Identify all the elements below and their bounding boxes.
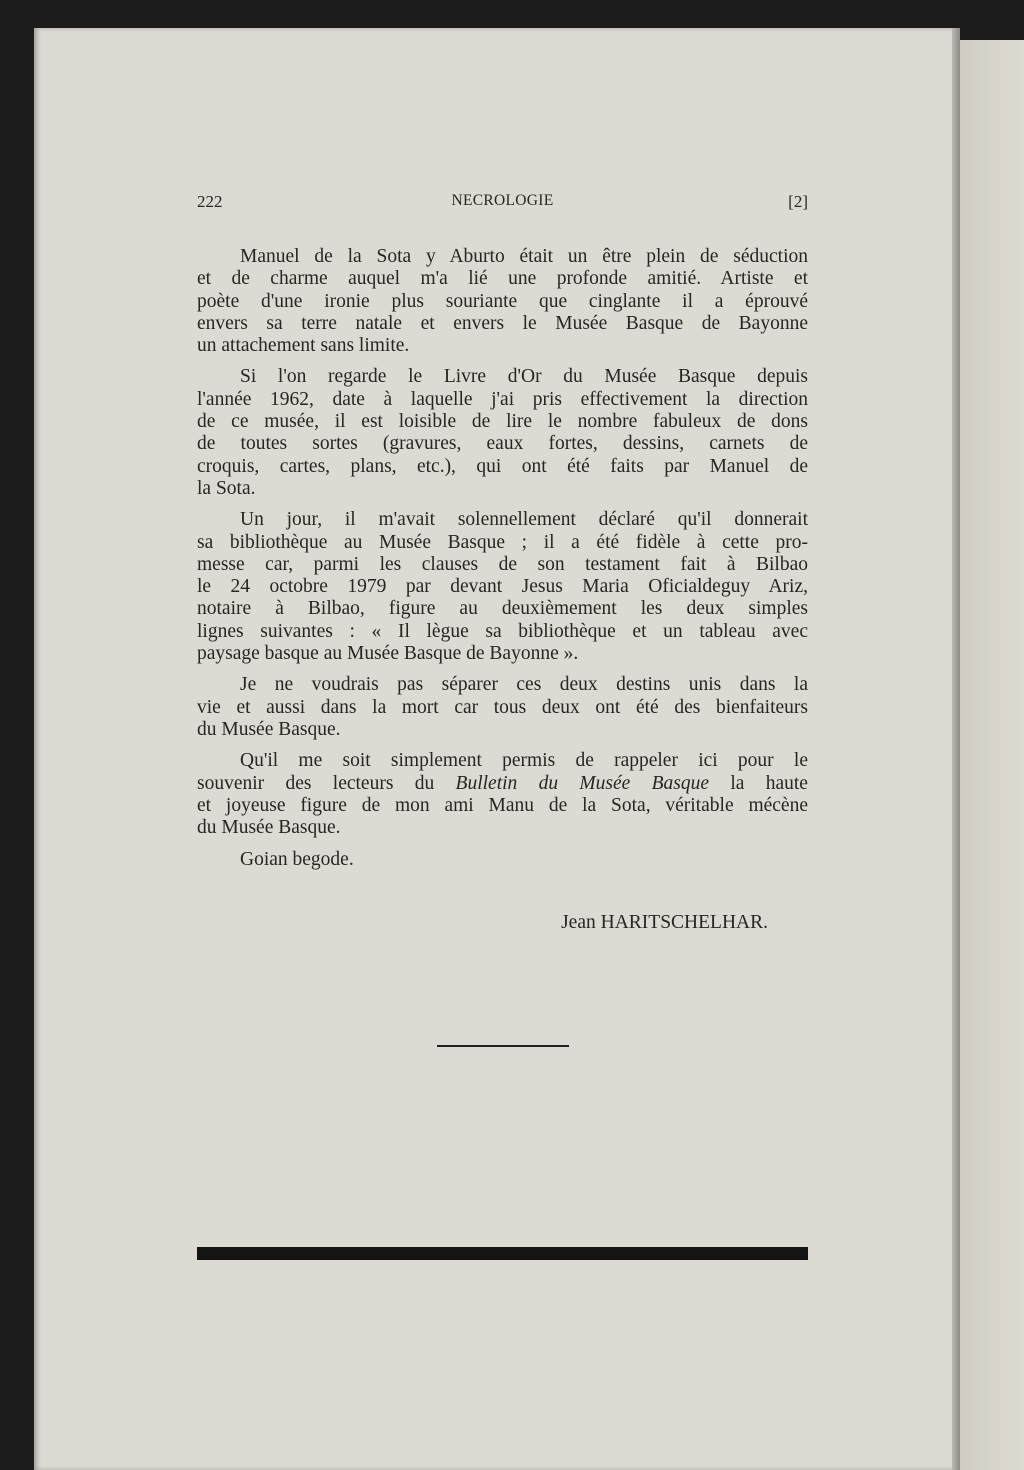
text-line: du Musée Basque.: [197, 718, 341, 740]
text-line: paysage basque au Musée Basque de Bayonne ».: [197, 643, 579, 665]
text-line: Si l'on regarde le Livre d'Or du Musée Basque depuis: [240, 366, 808, 388]
text-line: lignes suivantes : « Il lègue sa bibliothèque et un tableau avec: [197, 620, 808, 642]
paragraph: [197, 750, 808, 839]
text-line: du Musée Basque.: [197, 817, 341, 839]
text-line: [197, 773, 808, 795]
text-line: Qu'il me soit simplement permis de rappeler ici pour le: [240, 750, 808, 772]
text-line: notaire à Bilbao, figure au deuxièmement les deux simples: [197, 598, 808, 620]
text-line: la Sota.: [197, 477, 256, 499]
page-number: 222: [197, 192, 223, 211]
end-bar: [197, 1247, 808, 1260]
text-line: le 24 octobre 1979 par devant Jesus Maria Oficialdeguy Ariz,: [197, 576, 808, 598]
facing-page-edge: [960, 40, 1024, 1470]
running-header: [197, 192, 808, 216]
text-line: de toutes sortes (gravures, eaux fortes, dessins, carnets de: [197, 433, 808, 455]
text-line: vie et aussi dans la mort car tous deux ont été des bienfaiteurs: [197, 696, 808, 718]
italic-title: Bulletin du Musée Basque: [455, 772, 710, 794]
paragraph: [197, 509, 808, 665]
text-line: envers sa terre natale et envers le Musée Basque de Bayonne: [197, 312, 808, 334]
text-line: Je ne voudrais pas séparer ces deux destins unis dans la: [240, 674, 808, 696]
section-title: NECROLOGIE: [451, 192, 554, 209]
text-line: Un jour, il m'avait solennellement déclaré qu'il donnerait: [240, 509, 808, 531]
separator-rule: [437, 1045, 569, 1047]
text-line: Manuel de la Sota y Aburto était un être plein de séduction: [240, 246, 808, 267]
text-line: messe car, parmi les clauses de son testament fait à Bilbao: [197, 553, 808, 575]
book-gutter: [952, 28, 960, 1470]
signature: Jean HARITSCHELHAR.: [561, 912, 768, 933]
text-line: Goian begode.: [240, 849, 354, 871]
text-line: poète d'une ironie plus souriante que cinglante il a éprouvé: [197, 290, 808, 312]
text-line: un attachement sans limite.: [197, 335, 410, 357]
paragraph: [197, 674, 808, 741]
paragraph: [197, 849, 808, 871]
text-line: et de charme auquel m'a lié une profonde amitié. Artiste et: [197, 268, 808, 290]
text-line: de ce musée, il est loisible de lire le nombre fabuleux de dons: [197, 411, 808, 433]
text-line: sa bibliothèque au Musée Basque ; il a été fidèle à cette pro-: [197, 531, 808, 553]
text-line: et joyeuse figure de mon ami Manu de la Sota, véritable mécène: [197, 794, 808, 816]
text-line: l'année 1962, date à laquelle j'ai pris effectivement la direction: [197, 388, 808, 410]
article-body: [197, 246, 808, 881]
text-segment: la haute: [709, 772, 808, 794]
paragraph: [197, 366, 808, 500]
article-number: [2]: [788, 192, 808, 211]
text-line: croquis, cartes, plans, etc.), qui ont été faits par Manuel de: [197, 455, 808, 477]
text-segment: souvenir des lecteurs du: [197, 772, 456, 794]
paragraph: [197, 246, 808, 357]
